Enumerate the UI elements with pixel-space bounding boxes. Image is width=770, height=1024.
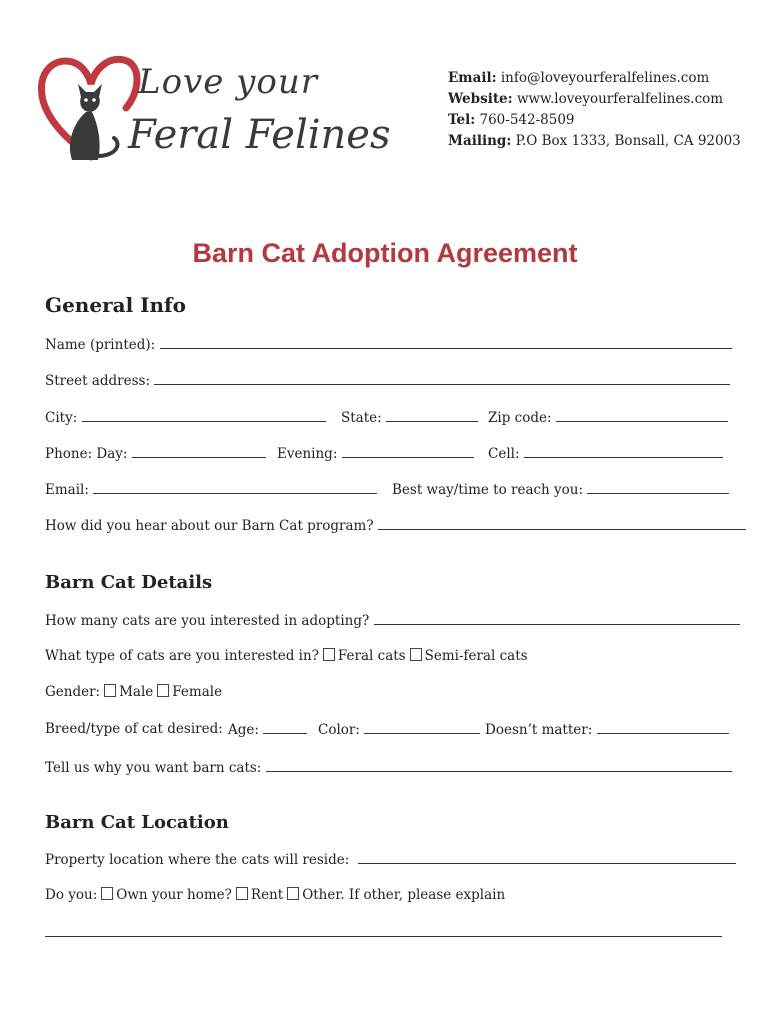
color-row <box>318 721 480 738</box>
why-label: Tell us why you want barn cats: <box>45 760 262 776</box>
page-title: Barn Cat Adoption Agreement <box>192 238 578 268</box>
email-label: Email: <box>448 70 497 86</box>
feral-checkbox[interactable] <box>323 648 335 661</box>
zip-label: Zip code: <box>488 410 552 426</box>
email-input[interactable] <box>93 481 377 494</box>
evening-input[interactable] <box>342 445 474 458</box>
email-field-label: Email: <box>45 482 89 498</box>
street-label: Street address: <box>45 373 151 389</box>
property-input[interactable] <box>358 851 736 864</box>
barn-cat-location-heading: Barn Cat Location <box>45 812 229 833</box>
male-checkbox[interactable] <box>104 684 116 697</box>
age-input[interactable] <box>263 721 307 734</box>
contact-email[interactable]: info@loveyourferalfelines.com <box>500 70 710 86</box>
mailing-label: Mailing: <box>448 133 512 149</box>
phone-day-input[interactable] <box>132 445 266 458</box>
street-input[interactable] <box>154 372 730 385</box>
own-home-checkbox[interactable] <box>101 887 113 900</box>
breed-label: Breed/type of cat desired: <box>45 721 223 737</box>
age-row <box>228 721 307 738</box>
do-you-row <box>45 887 505 903</box>
semi-feral-checkbox[interactable] <box>410 648 422 661</box>
evening-label: Evening: <box>277 446 338 462</box>
cat-type-row <box>45 648 528 664</box>
zip-input[interactable] <box>556 409 728 422</box>
best-way-row <box>392 481 729 498</box>
feral-label: Feral cats <box>337 648 406 664</box>
email-row <box>45 481 377 498</box>
rent-checkbox[interactable] <box>236 887 248 900</box>
contact-mailing: P.O Box 1333, Bonsall, CA 92003 <box>515 133 741 149</box>
gender-row <box>45 684 222 700</box>
breed-row <box>45 721 223 737</box>
state-label: State: <box>341 410 382 426</box>
best-way-label: Best way/time to reach you: <box>392 482 584 498</box>
hear-input[interactable] <box>378 517 746 530</box>
phone-day-row <box>45 445 266 462</box>
city-input[interactable] <box>82 409 326 422</box>
city-label: City: <box>45 410 78 426</box>
city-row <box>45 409 326 426</box>
name-row <box>45 336 732 353</box>
color-label: Color: <box>318 722 360 738</box>
property-row <box>45 851 736 868</box>
contact-tel: 760-542-8509 <box>479 112 575 128</box>
semi-feral-label: Semi-feral cats <box>424 648 528 664</box>
color-input[interactable] <box>364 721 480 734</box>
property-label: Property location where the cats will reside: <box>45 852 350 868</box>
cat-type-label: What type of cats are you interested in? <box>45 648 319 664</box>
cell-label: Cell: <box>488 446 520 462</box>
rent-label: Rent <box>250 887 284 903</box>
doesnt-matter-input[interactable] <box>597 721 729 734</box>
contact-block <box>448 68 741 152</box>
own-home-label: Own your home? <box>116 887 232 903</box>
phone-day-label: Phone: Day: <box>45 446 128 462</box>
name-label: Name (printed): <box>45 337 156 353</box>
male-label: Male <box>119 684 154 700</box>
cell-row <box>488 445 723 462</box>
why-row <box>45 759 732 776</box>
other-checkbox[interactable] <box>287 887 299 900</box>
cell-input[interactable] <box>524 445 723 458</box>
why-input[interactable] <box>266 759 732 772</box>
female-checkbox[interactable] <box>157 684 169 697</box>
female-label: Female <box>172 684 223 700</box>
state-input[interactable] <box>386 409 478 422</box>
contact-website[interactable]: www.loveyourferalfelines.com <box>516 91 724 107</box>
barn-cat-details-heading: Barn Cat Details <box>45 572 213 593</box>
evening-row <box>277 445 474 462</box>
general-info-heading: General Info <box>45 293 186 317</box>
gender-label: Gender: <box>45 684 101 700</box>
hear-row <box>45 517 746 534</box>
other-label: Other. If other, please explain <box>302 887 506 903</box>
tel-label: Tel: <box>448 112 476 128</box>
doesnt-matter-label: Doesn’t matter: <box>485 722 593 738</box>
age-label: Age: <box>228 722 259 738</box>
doesnt-matter-row <box>485 721 729 738</box>
best-way-input[interactable] <box>587 481 729 494</box>
street-row <box>45 372 730 389</box>
state-row <box>341 409 478 426</box>
how-many-label: How many cats are you interested in adopting? <box>45 613 370 629</box>
logo-text-line1: Love your <box>138 62 319 102</box>
zip-row <box>488 409 728 426</box>
logo-text-line2: Feral Felines <box>128 112 391 158</box>
how-many-input[interactable] <box>374 612 740 625</box>
hear-label: How did you hear about our Barn Cat program? <box>45 518 374 534</box>
explain-input[interactable] <box>45 936 722 937</box>
how-many-row <box>45 612 740 629</box>
website-label: Website: <box>448 91 513 107</box>
do-you-label: Do you: <box>45 887 98 903</box>
name-input[interactable] <box>160 336 732 349</box>
